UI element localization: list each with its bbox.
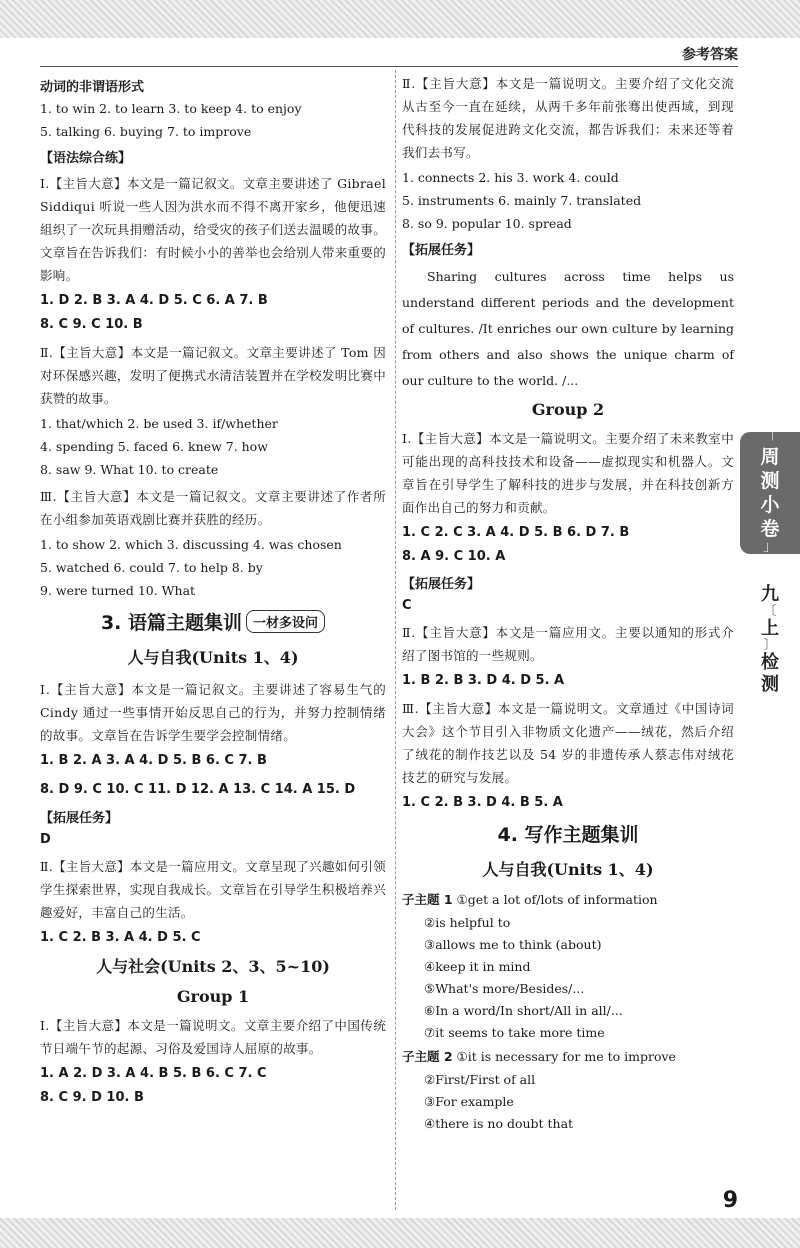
choice-answers: 1. C 2. C 3. A 4. D 5. B 6. D 7. B — [402, 525, 630, 540]
summary-paragraph: Ⅱ.【主旨大意】本文是一篇应用文。主要以通知的形式介绍了图书馆的一些规则。 — [402, 625, 734, 663]
column-divider — [395, 70, 396, 1210]
group-title: Group 2 — [531, 400, 605, 419]
side-tab-char: 测 — [760, 470, 780, 492]
group-title: Group 1 — [176, 987, 250, 1006]
summary-paragraph: Ⅱ.【主旨大意】本文是一篇说明文。主要介绍了文化交流从古至今一直在延续，从两千多年前张骞出使西域，到现代科技的发展促进跨文化交流，都告诉我们：未来还等着我们去书写。 — [402, 76, 734, 160]
section-heading: 【拓展任务】 — [402, 577, 481, 592]
side-subtitle — [740, 584, 800, 696]
answer-line: 1. to win 2. to learn 3. to keep 4. to enjoy — [40, 101, 302, 116]
subtopic-item: ④there is no doubt that — [424, 1116, 574, 1131]
top-pattern-band — [0, 0, 800, 38]
subtopic-item: ⑦it seems to take more time — [424, 1025, 605, 1040]
summary-paragraph: Ⅰ.【主旨大意】本文是一篇说明文。文章主要介绍了中国传统节日端午节的起源、习俗及爱国诗人屈原的故事。 — [40, 1018, 386, 1056]
summary-paragraph: Ⅰ.【主旨大意】本文是一篇记叙文。主要讲述了容易生气的 Cindy 通过一些事情开始反思自己的行为，并努力控制情绪的故事。文章旨在告诉学生要学会控制情绪。 — [40, 682, 386, 743]
subtopic-item: ③allows me to think (about) — [424, 937, 602, 952]
section-title — [40, 608, 386, 635]
side-tab-char: 周 — [760, 446, 780, 468]
choice-answers: 1. C 2. B 3. A 4. D 5. C — [40, 930, 201, 945]
choice-answers: 8. A 9. C 10. A — [402, 549, 506, 564]
left-column — [40, 72, 386, 1114]
choice-answers: 1. A 2. D 3. A 4. B 5. B 6. C 7. C — [40, 1066, 267, 1081]
subtopic-label: 子主题 2 — [402, 1049, 453, 1064]
subtopic-item: ④keep it in mind — [424, 959, 531, 974]
choice-answers: 8. D 9. C 10. C 11. D 12. A 13. C 14. A 15. D — [40, 782, 356, 797]
subtopic-item: ②is helpful to — [424, 915, 511, 930]
header-rule — [40, 66, 738, 67]
extension-text: Sharing cultures across time helps us understand different periods and the development of cultures. /It enriches our own culture by learning from others and also shows the unique charm of our culture to the world. /... — [402, 269, 734, 388]
section-heading: 【拓展任务】 — [40, 811, 119, 826]
summary-paragraph: Ⅲ.【主旨大意】本文是一篇说明文。文章通过《中国诗词大会》这个节目引入非物质文化遗产——绒花，然后介绍了绒花的制作技艺以及 54 岁的非遗传承人蔡志伟对绒花技艺的研究与发展。 — [402, 701, 734, 785]
header-title: 参考答案 — [682, 47, 738, 63]
summary-paragraph: Ⅰ.【主旨大意】本文是一篇记叙文。文章主要讲述了 Gibrael Siddiqui 听说一些人因为洪水而不得不离开家乡，他便迅速組织了一次玩具捐赠活动，给受灾的孩子们送去温暖的故事。文章旨在告诉我们：有时候小小的善举也会给别人带来重要的影响。 — [40, 176, 386, 283]
subtopic-item: ⑥In a word/In short/All in all/... — [424, 1003, 623, 1018]
choice-answers: 1. D 2. B 3. A 4. D 5. C 6. A 7. B — [40, 293, 268, 308]
subtopic-item: ⑤What's more/Besides/... — [424, 981, 585, 996]
side-sub-char: 测 — [761, 674, 779, 695]
answer-line: 8. saw 9. What 10. to create — [40, 462, 219, 477]
right-column — [402, 72, 734, 1138]
side-sub-close: 〕 — [763, 638, 777, 653]
answer-line: 5. watched 6. could 7. to help 8. by — [40, 560, 263, 575]
answer-line: 8. so 9. popular 10. spread — [402, 216, 572, 231]
section-heading: 【拓展任务】 — [402, 243, 481, 258]
subtopic-line — [402, 890, 734, 908]
subtopic-item: ①get a lot of/lots of information — [456, 892, 658, 907]
section-title-text: 3. 语篇主题集训 — [100, 612, 243, 634]
answer-line: 1. that/which 2. be used 3. if/whether — [40, 416, 278, 431]
subtopic-item: ①it is necessary for me to improve — [456, 1049, 676, 1064]
section-heading: 【语法综合练】 — [40, 151, 132, 166]
answer-line: 1. to show 2. which 3. discussing 4. was chosen — [40, 537, 342, 552]
subtopic-label: 子主题 1 — [402, 892, 453, 907]
side-sub-open: 〔 — [763, 604, 777, 619]
side-sub-char: 上 — [761, 618, 779, 639]
side-sub-char: 检 — [761, 652, 779, 673]
choice-answers: 1. B 2. A 3. A 4. D 5. B 6. C 7. B — [40, 753, 267, 768]
side-tab-char: 小 — [760, 494, 780, 516]
side-tab — [740, 432, 800, 554]
answer-line: 4. spending 5. faced 6. knew 7. how — [40, 439, 268, 454]
bottom-pattern-band — [0, 1218, 800, 1248]
extension-answer: C — [402, 598, 412, 613]
subtopic-item: ③For example — [424, 1094, 514, 1109]
side-sub-char: 九 — [761, 584, 779, 605]
answer-line: 1. connects 2. his 3. work 4. could — [402, 170, 619, 185]
summary-paragraph: Ⅰ.【主旨大意】本文是一篇说明文。主要介绍了未来教室中可能出现的高科技技术和设备——虚拟现实和机器人。文章旨在引导学生了解科技的进步与发展，并在科技创新方面作出自己的努力和贡献。 — [402, 431, 734, 515]
side-tab-char: 卷 — [760, 518, 780, 540]
subtopic-line — [402, 1047, 734, 1065]
summary-paragraph: Ⅱ.【主旨大意】本文是一篇应用文。文章呈现了兴趣如何引领学生探索世界，实现自我成长。文章旨在引导学生积极培养兴趣爱好，丰富自己的生活。 — [40, 859, 386, 920]
summary-paragraph: Ⅲ.【主旨大意】本文是一篇记叙文。文章主要讲述了作者所在小组参加英语戏剧比赛并获胜的经历。 — [40, 489, 386, 527]
choice-answers: 8. C 9. C 10. B — [40, 317, 143, 332]
sub-title: 人与自我(Units 1、4) — [127, 648, 299, 667]
choice-answers: 8. C 9. D 10. B — [40, 1090, 144, 1105]
answer-line: 5. talking 6. buying 7. to improve — [40, 124, 252, 139]
summary-paragraph: Ⅱ.【主旨大意】本文是一篇记叙文。文章主要讲述了 Tom 因对环保感兴趣，发明了便携式水清洁装置并在学校发明比赛中获赞的故事。 — [40, 345, 386, 406]
sub-title: 人与社会(Units 2、3、5~10) — [96, 957, 330, 976]
choice-answers: 1. B 2. B 3. D 4. D 5. A — [402, 673, 565, 688]
answer-line: 5. instruments 6. mainly 7. translated — [402, 193, 642, 208]
section-heading: 动词的非谓语形式 — [40, 80, 145, 95]
section-title: 4. 写作主题集训 — [497, 824, 639, 846]
section-badge: 一材多设问 — [246, 610, 325, 633]
answer-line: 9. were turned 10. What — [40, 583, 196, 598]
subtopic-item: ②First/First of all — [424, 1072, 536, 1087]
page-number: 9 — [722, 1188, 738, 1213]
side-tab-open-bracket: 「 — [763, 431, 777, 447]
extension-answer: D — [40, 832, 51, 847]
choice-answers: 1. C 2. B 3. D 4. B 5. A — [402, 795, 563, 810]
side-tab-close-bracket: 」 — [763, 539, 777, 555]
sub-title: 人与自我(Units 1、4) — [482, 860, 654, 879]
